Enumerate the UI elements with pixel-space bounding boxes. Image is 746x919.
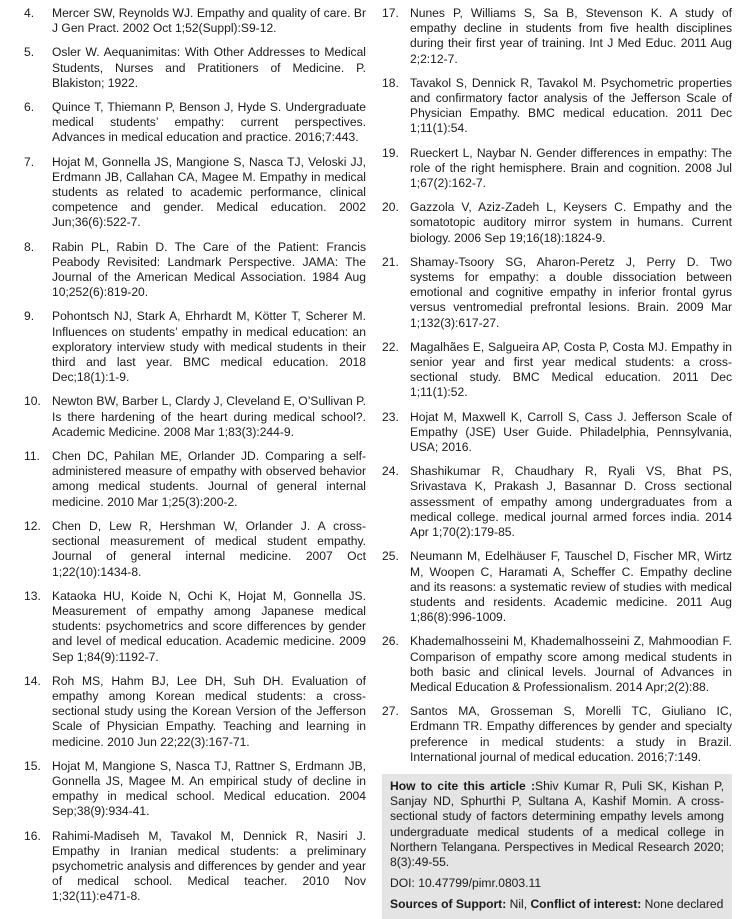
- reference-item: [382, 255, 732, 331]
- reference-text: Hojat M, Maxwell K, Carroll S, Cass J. Jefferson Scale of Empathy (JSE) User Guide. Philadelphia, Pennsylvania, USA; 2016.: [410, 409, 732, 455]
- reference-text: Nunes P, Williams S, Sa B, Stevenson K. A study of empathy decline in students from five health disciplines during their first year of training. Int J Med Educ. 2011 Aug 2;2:12-7.: [410, 6, 732, 66]
- reference-text: Hojat M, Gonnella JS, Mangione S, Nasca TJ, Veloski JJ, Erdmann JB, Callahan CA, Magee M. Empathy in medical students as related to academic performance, clinical competence and gender. Medical education. 2002 Jun;36(6):522-7.: [52, 154, 366, 230]
- reference-number: 8.: [24, 239, 35, 254]
- reference-number: 21.: [382, 254, 399, 269]
- reference-number: 20.: [382, 200, 399, 215]
- reference-item: [382, 410, 732, 456]
- reference-list-left: [24, 6, 366, 905]
- reference-text: Tavakol S, Dennick R, Tavakol M. Psychometric properties and confirmatory factor analysis of the Jefferson Scale of Physician Empathy. BMC medical education. 2011 Dec 1;11(1):54.: [410, 75, 732, 136]
- reference-item: [24, 45, 366, 91]
- reference-text: Rahimi-Madiseh M, Tavakol M, Dennick R, Nasiri J. Empathy in Iranian medical students: a preliminary psychometric analysis and differences by gender and year of medical school. Medical teacher. 2010 Nov 1;32(11):e471-8.: [52, 828, 366, 904]
- reference-text: Mercer SW, Reynolds WJ. Empathy and quality of care. Br J Gen Pract. 2002 Oct 1;52(Suppl):S9-12.: [52, 6, 366, 36]
- reference-text: Chen DC, Pahilan ME, Orlander JD. Comparing a self-administered measure of empathy with observed behavior among medical students. Journal of general internal medicine. 2010 Mar 1;25(3):200-2.: [52, 449, 366, 509]
- support-value: Nil,: [506, 897, 531, 912]
- reference-text: Newton BW, Barber L, Clardy J, Cleveland E, O’Sullivan P. Is there hardening of the heart during medical school?. Academic Medicine. 2008 Mar 1;83(3):244-9.: [52, 394, 366, 439]
- citation-label: How to cite this article :: [390, 778, 535, 793]
- reference-text: Osler W. Aequanimitas: With Other Addresses to Medical Students, Nurses and Pratitioners of Medicine. P. Blakiston; 1922.: [52, 45, 366, 90]
- reference-item: [382, 200, 732, 246]
- reference-text: Rabin PL, Rabin D. The Care of the Patient: Francis Peabody Revisited: Landmark Perspective. JAMA: The Journal of the American Medical Association. 1984 Aug 10;252(6):819-20.: [52, 239, 366, 300]
- reference-item: [24, 394, 366, 440]
- reference-item: [382, 76, 732, 137]
- reference-text: Santos MA, Grosseman S, Morelli TC, Giuliano IC, Erdmann TR. Empathy differences by gender and specialty preference in medical students: a study in Brazil. International journal of medical education. 2016;7:149.: [410, 704, 732, 764]
- reference-text: Chen D, Lew R, Hershman W, Orlander J. A cross-sectional measurement of medical student empathy. Journal of general internal medicine. 2007 Oct 1;22(10):1434-8.: [52, 518, 366, 579]
- reference-item: [382, 549, 732, 625]
- reference-number: 27.: [382, 704, 399, 719]
- reference-item: [24, 674, 366, 750]
- reference-item: [24, 6, 366, 36]
- references-column-right: [382, 6, 732, 912]
- reference-item: [24, 519, 366, 580]
- reference-text: Pohontsch NJ, Stark A, Ehrhardt M, Kötter T, Scherer M. Influences on students’ empathy in medical education: an exploratory interview study with medical students in their third and last year. BMC medical education. 2018 Dec;18(1):1-9.: [52, 309, 366, 385]
- references-column-left: [24, 6, 366, 904]
- reference-number: 18.: [382, 75, 399, 90]
- reference-text: Shamay-Tsoory SG, Aharon-Peretz J, Perry D. Two systems for empathy: a double dissociation between emotional and cognitive empathy in inferior frontal gyrus versus ventromedial prefrontal lesions. Brain. 2009 Mar 1;132(3):617-27.: [410, 254, 732, 330]
- reference-number: 22.: [382, 339, 399, 354]
- reference-number: 23.: [382, 409, 399, 424]
- doi-text: DOI: 10.47799/pimr.0803.11: [390, 876, 542, 891]
- reference-text: Quince T, Thiemann P, Benson J, Hyde S. Undergraduate medical students’ empathy: current perspectives. Advances in medical education and practice. 2016;7:443.: [52, 100, 366, 145]
- reference-item: [382, 464, 732, 540]
- reference-number: 26.: [382, 634, 399, 649]
- reference-item: [24, 829, 366, 905]
- reference-text: Rueckert L, Naybar N. Gender differences in empathy: The role of the right hemisphere. Brain and cognition. 2008 Jul 1;67(2):162-7.: [410, 145, 732, 191]
- reference-number: 5.: [24, 45, 35, 60]
- reference-number: 14.: [24, 673, 41, 688]
- citation-text: Shiv Kumar R, Puli SK, Kishan P, Sanjay ND, Sphurthi P, Sultana A, Kashif Momin. A cross-sectional study of factors determining empathy levels among undergraduate medical students of a medical college in Northern Telangana. Perspectives in Medical Research 2020; 8(3):49-55.: [390, 778, 725, 869]
- reference-item: [382, 6, 732, 67]
- reference-item: [24, 589, 366, 665]
- reference-text: Shashikumar R, Chaudhary R, Ryali VS, Bhat PS, Srivastava K, Prakash J, Basannar D. Cross sectional assessment of empathy among undergraduates from a medical college. medical journal armed forces india. 2014 Apr 1;70(2):179-85.: [410, 464, 732, 540]
- reference-number: 16.: [24, 828, 41, 843]
- how-to-cite-box: [382, 774, 732, 919]
- reference-text: Gazzola V, Aziz-Zadeh L, Keysers C. Empathy and the somatotopic auditory mirror system in humans. Current biology. 2006 Sep 19;16(18):1824-9.: [410, 200, 732, 245]
- reference-number: 11.: [24, 449, 40, 464]
- conflict-value: None declared: [641, 897, 724, 912]
- reference-number: 15.: [24, 758, 41, 773]
- reference-number: 9.: [24, 309, 35, 324]
- reference-item: [382, 340, 732, 401]
- reference-text: Kataoka HU, Koide N, Ochi K, Hojat M, Gonnella JS. Measurement of empathy among Japanese medical students: psychometrics and score differences by gender and level of medical education. Academic medicine. 2009 Sep 1;84(9):1192-7.: [52, 588, 366, 664]
- reference-text: Neumann M, Edelhäuser F, Tauschel D, Fischer MR, Wirtz M, Woopen C, Haramati A, Scheffer C. Empathy decline and its reasons: a systematic review of studies with medical students and residents. Academic medicine. 2011 Aug 1;86(8):996-1009.: [410, 549, 732, 625]
- reference-item: [24, 240, 366, 301]
- reference-number: 19.: [382, 145, 399, 160]
- support-conflict-line: [390, 897, 724, 912]
- reference-text: Roh MS, Hahm BJ, Lee DH, Suh DH. Evaluation of empathy among Korean medical students: a cross-sectional study using the Korean Version of the Jefferson Scale of Physician Empathy. Teaching and learning in medicine. 2010 Jun 22;22(3):167-71.: [52, 673, 366, 749]
- reference-number: 12.: [24, 518, 41, 533]
- reference-number: 25.: [382, 549, 399, 564]
- reference-number: 7.: [24, 154, 35, 169]
- reference-number: 24.: [382, 464, 399, 479]
- reference-number: 6.: [24, 100, 35, 115]
- citation-paragraph: [390, 779, 724, 870]
- reference-number: 17.: [382, 6, 399, 20]
- reference-text: Khademalhosseini M, Khademalhosseini Z, Mahmoodian F. Comparison of empathy score among medical students in both basic and clinical levels. Journal of Advances in Medical Education & Professionalism. 2014 Apr;2(2):88.: [410, 634, 732, 694]
- reference-item: [382, 146, 732, 192]
- conflict-label: Conflict of interest:: [530, 897, 642, 912]
- reference-number: 13.: [24, 588, 41, 603]
- reference-item: [24, 449, 366, 510]
- reference-item: [382, 634, 732, 695]
- reference-item: [24, 155, 366, 231]
- support-label: Sources of Support:: [390, 897, 507, 912]
- reference-item: [24, 759, 366, 820]
- reference-number: 4.: [24, 6, 35, 20]
- reference-list-right: [382, 6, 732, 765]
- reference-text: Hojat M, Mangione S, Nasca TJ, Rattner S, Erdmann JB, Gonnella JS, Magee M. An empirical study of decline in empathy in medical school. Medical education. 2004 Sep;38(9):934-41.: [52, 758, 366, 819]
- reference-item: [382, 704, 732, 765]
- reference-number: 10.: [24, 394, 41, 409]
- reference-item: [24, 100, 366, 146]
- reference-text: Magalhães E, Salgueira AP, Costa P, Costa MJ. Empathy in senior year and first year medical students: a cross-sectional study. BMC Medical education. 2011 Dec 1;11(1):52.: [410, 339, 732, 400]
- reference-item: [24, 309, 366, 385]
